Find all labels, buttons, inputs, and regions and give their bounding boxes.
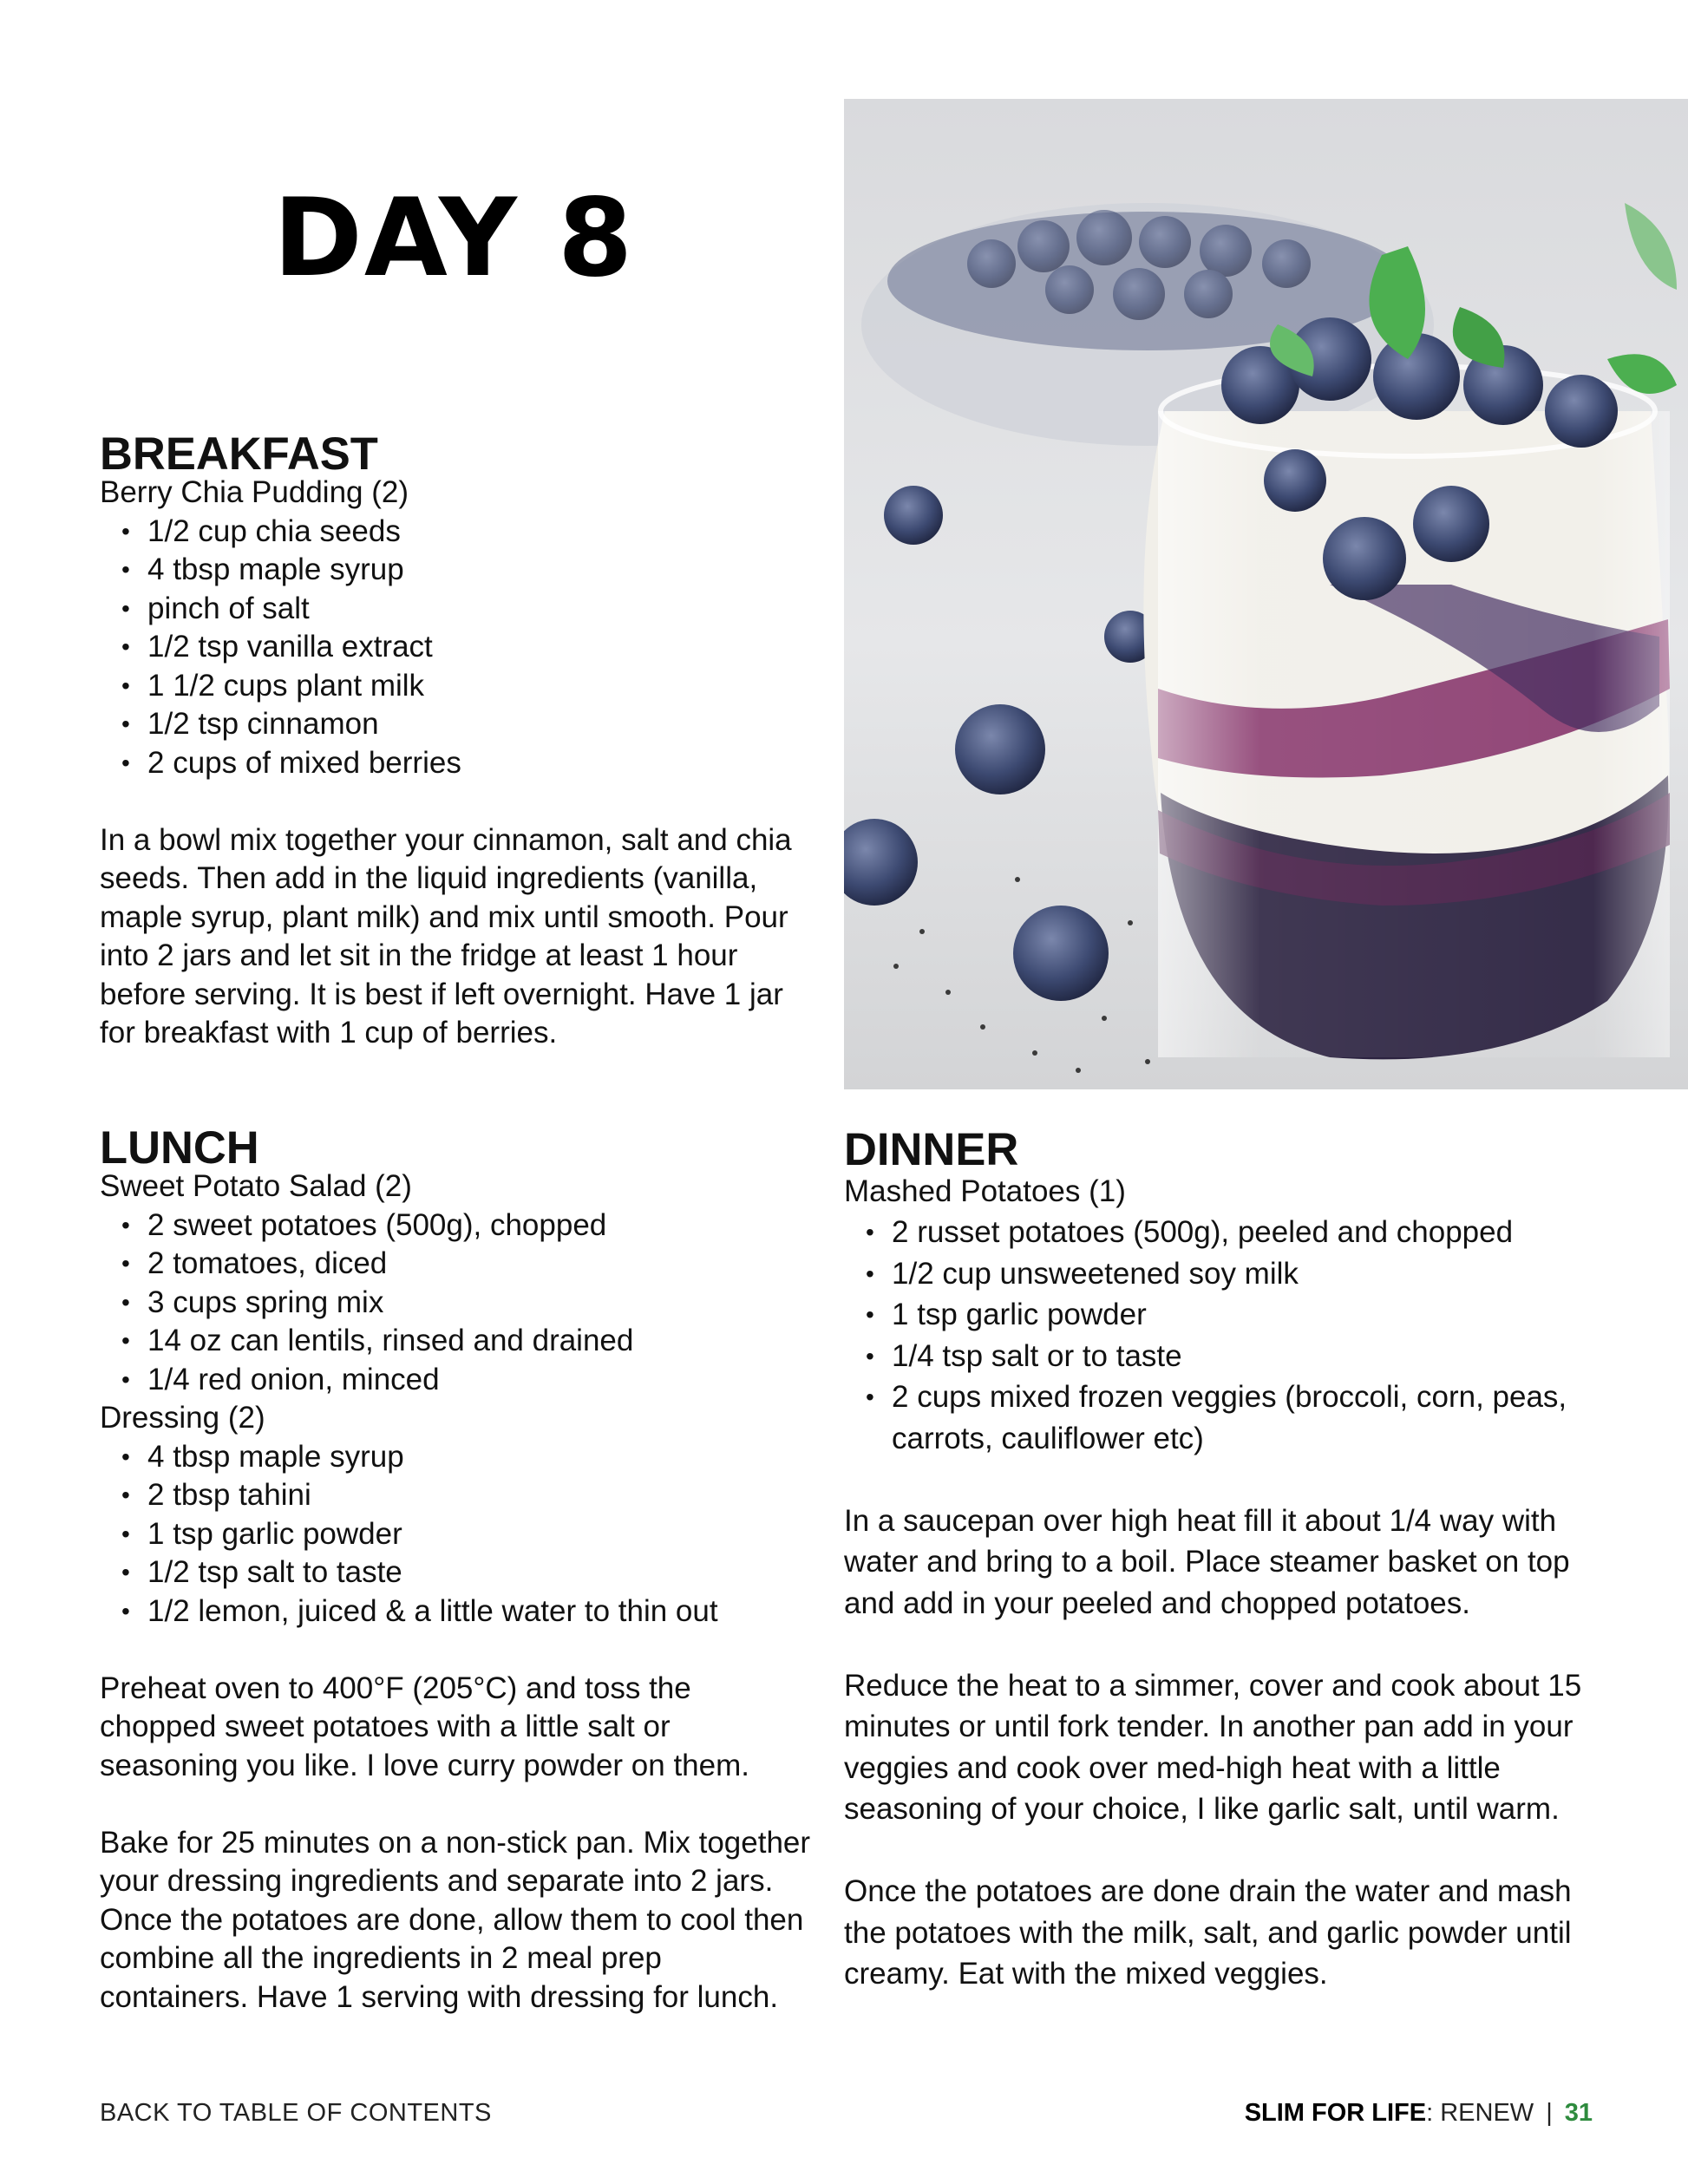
ingredient-item: • 1/4 tsp salt or to taste [892,1336,1568,1377]
dressing-label: Dressing (2) [100,1401,265,1435]
dinner-heading: DINNER [844,1124,1019,1175]
ingredient-item: • 1 1/2 cups plant milk [147,667,811,706]
footer-branding [1245,2099,1593,2128]
footer-separator: | [1546,2099,1553,2127]
dinner-section [844,1124,1625,1995]
ingredient-item: • 2 cups mixed frozen veggies (broccoli, corn, peas, carrots, cauliflower etc) [892,1376,1568,1459]
lunch-heading: LUNCH [100,1122,259,1174]
breakfast-section [100,428,811,1053]
brand-name: SLIM FOR LIFE [1244,2099,1427,2127]
lunch-section [100,1122,811,2017]
ingredient-item: • 1/2 tsp vanilla extract [147,628,811,667]
page-number: 31 [1564,2099,1593,2127]
lunch-instructions: Bake for 25 minutes on a non-stick pan. Mix together your dressing ingredients and separate into 2 jars. Once the potatoes are done, allow them to cool then combine all the ingredients in 2 meal prep containers. Have 1 serving with dressing for lunch. [100,1825,811,2014]
dinner-instructions: Once the potatoes are done drain the water and mash the potatoes with the milk, salt, and garlic powder until creamy. Eat with the mixed veggies. [844,1874,1572,1991]
lunch-instructions: Preheat oven to 400°F (205°C) and toss the chopped sweet potatoes with a little salt or seasoning you like. I love curry powder on them. [100,1671,749,1782]
ingredient-item: • 1/4 red onion, minced [147,1361,811,1400]
ingredient-item: • pinch of salt [147,590,811,629]
ingredient-item: • 1/2 cup chia seeds [147,513,811,552]
lunch-recipe-name: Sweet Potato Salad (2) [100,1169,412,1203]
ingredient-item: • 1/2 tsp salt to taste [147,1553,811,1592]
dinner-recipe-name: Mashed Potatoes (1) [844,1174,1126,1208]
ingredient-item: • 4 tbsp maple syrup [147,1438,811,1477]
ingredient-item: • 1/2 tsp cinnamon [147,705,811,744]
ingredient-item: • 2 cups of mixed berries [147,744,811,783]
ingredient-item: • 2 tomatoes, diced [147,1245,811,1284]
lunch-ingredient-list [100,1206,811,1400]
ingredient-item: • 14 oz can lentils, rinsed and drained [147,1322,811,1361]
ingredient-item: • 2 sweet potatoes (500g), chopped [147,1206,811,1246]
page-title: DAY 8 [273,176,635,301]
dinner-ingredient-list [844,1212,1568,1459]
dinner-instructions: In a saucepan over high heat fill it about 1/4 way with water and bring to a boil. Place steamer basket on top and add in your peeled and chopped potatoes. [844,1503,1570,1620]
ingredient-item: • 1/2 cup unsweetened soy milk [892,1253,1568,1295]
breakfast-recipe-name: Berry Chia Pudding (2) [100,475,409,509]
dinner-instructions: Reduce the heat to a simmer, cover and cook about 15 minutes or until fork tender. In another pan add in your veggies and cook over med-high heat with a little seasoning of your choice, I like garlic salt, until warm. [844,1668,1582,1826]
back-to-contents-link[interactable]: BACK TO TABLE OF CONTENTS [100,2099,492,2127]
brand-subtitle: : RENEW [1426,2099,1534,2127]
breakfast-instructions: In a bowl mix together your cinnamon, salt and chia seeds. Then add in the liquid ingredients (vanilla, maple syrup, plant milk) and mix until smooth. Pour into 2 jars and let sit in the fridge at least 1 hour before serving. It is best if left overnight. Have 1 jar for breakfast with 1 cup of berries. [100,822,792,1049]
ingredient-item: • 4 tbsp maple syrup [147,551,811,590]
ingredient-item: • 3 cups spring mix [147,1284,811,1323]
breakfast-ingredient-list [100,513,811,783]
ingredient-item: • 1/2 lemon, juiced & a little water to thin out [147,1592,811,1631]
ingredient-item: • 1 tsp garlic powder [147,1515,811,1554]
chia-pudding-photo [844,99,1688,1089]
ingredient-item: • 1 tsp garlic powder [892,1294,1568,1336]
dressing-ingredient-list [100,1438,811,1631]
ingredient-item: • 2 tbsp tahini [147,1476,811,1515]
ingredient-item: • 2 russet potatoes (500g), peeled and chopped [892,1212,1568,1253]
breakfast-heading: BREAKFAST [100,428,378,480]
